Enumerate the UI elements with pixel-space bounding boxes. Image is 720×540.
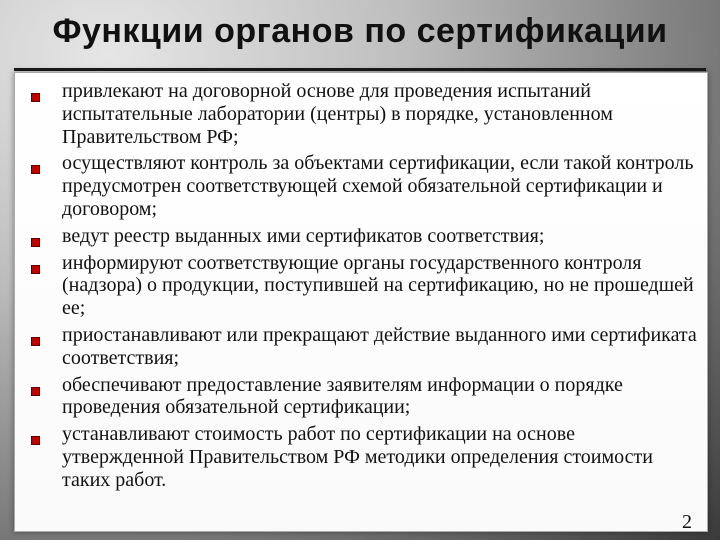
square-bullet-icon: [31, 337, 40, 346]
list-item-text: привлекают на договорной основе для проведения испытаний испытательные лаборатории (центры) в порядке, установленном Правительством РФ;: [62, 80, 613, 148]
list-item-text: устанавливают стоимость работ по сертификации на основе утвержденной Правительством РФ методики определения стоимости таких работ.: [62, 423, 653, 491]
list-item: [30, 152, 700, 220]
list-item-text: обеспечивают предоставление заявителям информации о порядке проведения обязательной сертификации;: [62, 373, 623, 419]
list-item: [30, 324, 700, 370]
page-number: 2: [682, 511, 692, 533]
list-item-text: приостанавливают или прекращают действие выданного ими сертификата соответствия;: [62, 323, 697, 369]
square-bullet-icon: [31, 165, 40, 174]
list-item-text: ведут реестр выданных ими сертификатов соответствия;: [62, 224, 545, 247]
square-bullet-icon: [31, 436, 40, 445]
list-item: [30, 374, 700, 420]
square-bullet-icon: [31, 238, 40, 247]
slide-title: Функции органов по сертификации: [52, 12, 668, 50]
list-item: [30, 80, 700, 148]
square-bullet-icon: [31, 265, 40, 274]
list-item-text: осуществляют контроль за объектами сертификации, если такой контроль предусмотрен соответствующей схемой обязательной сертификации и договором;: [62, 152, 694, 220]
square-bullet-icon: [31, 93, 40, 102]
list-item: [30, 252, 700, 320]
function-list: [30, 80, 700, 496]
square-bullet-icon: [31, 387, 40, 396]
list-item: [30, 225, 700, 248]
list-item-text: информируют соответствующие органы государственного контроля (надзора) о продукции, поступившей на сертификацию, но не прошедшей ее;: [62, 251, 694, 320]
title-divider: [14, 68, 706, 71]
list-item: [30, 423, 700, 491]
